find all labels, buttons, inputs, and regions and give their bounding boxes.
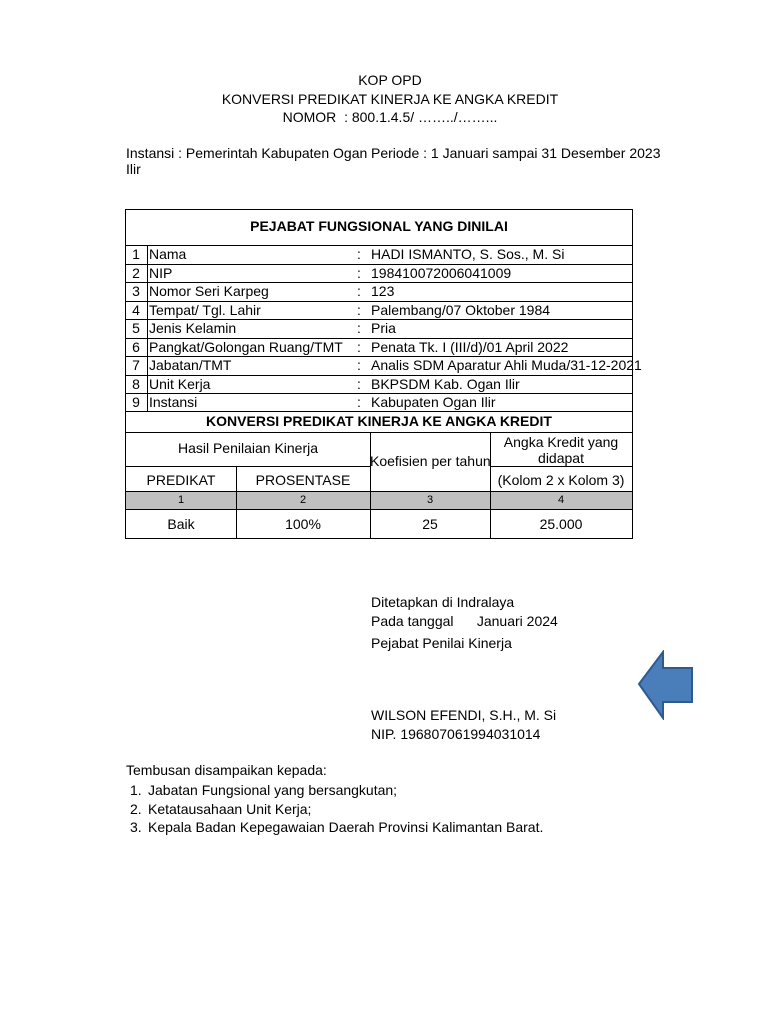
row-colon: : bbox=[357, 301, 361, 318]
row-colon: : bbox=[357, 320, 361, 336]
left-arrow-icon bbox=[637, 650, 695, 720]
row-number: 7 bbox=[132, 357, 140, 373]
ditetapkan-text: Ditetapkan di Indralaya bbox=[371, 594, 515, 610]
list-item: 3. Kepala Badan Kepegawaian Daerah Provinsi Kalimantan Barat. bbox=[130, 819, 544, 835]
row-colon: : bbox=[357, 357, 361, 373]
pejabat-table bbox=[125, 209, 642, 539]
pejabat-title: PEJABAT FUNGSIONAL YANG DINILAI bbox=[250, 218, 508, 234]
penilai-nip: NIP. 196807061994031014 bbox=[371, 726, 541, 742]
row-label: Pangkat/Golongan Ruang/TMT bbox=[149, 338, 343, 355]
col-number-1: 1 bbox=[177, 494, 185, 506]
kop-opd: KOP OPD bbox=[358, 72, 422, 88]
angka-kredit-header: Angka Kredit yang didapat bbox=[503, 434, 619, 466]
document-number: NOMOR : 800.1.4.5/ ……../……... bbox=[282, 109, 498, 125]
row-value: 198410072006041009 bbox=[371, 264, 512, 281]
row-label: Tempat/ Tgl. Lahir bbox=[149, 301, 261, 318]
row-colon: : bbox=[357, 283, 361, 299]
tanggal-text: Pada tanggal Januari 2024 bbox=[371, 613, 558, 629]
document-header bbox=[0, 71, 768, 127]
row-label: Unit Kerja bbox=[149, 375, 211, 392]
row-number: 2 bbox=[132, 264, 140, 281]
row-label: NIP bbox=[149, 264, 173, 281]
document-title: KONVERSI PREDIKAT KINERJA KE ANGKA KREDIT bbox=[221, 90, 559, 107]
konversi-title: KONVERSI PREDIKAT KINERJA KE ANGKA KREDIT bbox=[206, 413, 552, 429]
prosentase-header: PROSENTASE bbox=[255, 472, 351, 488]
hasil-penilaian-header: Hasil Penilaian Kinerja bbox=[177, 440, 319, 456]
tembusan-list bbox=[130, 781, 543, 837]
row-number: 6 bbox=[132, 338, 140, 355]
instansi-text: Instansi : Pemerintah Kabupaten Ogan Ilir bbox=[126, 145, 368, 177]
row-value: HADI ISMANTO, S. Sos., M. Si bbox=[371, 246, 565, 262]
value-koefisien: 25 bbox=[422, 516, 438, 532]
row-colon: : bbox=[357, 246, 361, 262]
row-label: Jenis Kelamin bbox=[149, 320, 237, 336]
periode-text: Periode : 1 Januari sampai 31 Desember 2023 bbox=[371, 145, 661, 161]
row-value: 123 bbox=[371, 283, 395, 299]
row-label: Instansi bbox=[149, 394, 198, 410]
list-item: 1. Jabatan Fungsional yang bersangkutan; bbox=[130, 782, 398, 798]
row-label: Nama bbox=[149, 246, 187, 262]
row-colon: : bbox=[357, 394, 361, 410]
value-angka-kredit: 25.000 bbox=[539, 516, 583, 532]
row-value: Pria bbox=[371, 320, 396, 336]
value-predikat: Baik bbox=[167, 516, 195, 532]
kolom-formula: (Kolom 2 x Kolom 3) bbox=[497, 472, 625, 488]
row-label: Jabatan/TMT bbox=[149, 357, 232, 373]
row-colon: : bbox=[357, 338, 361, 355]
row-label: Nomor Seri Karpeg bbox=[149, 283, 269, 299]
tembusan-title: Tembusan disampaikan kepada: bbox=[126, 762, 327, 778]
row-number: 8 bbox=[132, 375, 140, 392]
row-value: Analis SDM Aparatur Ahli Muda/31-12-2021 bbox=[371, 357, 642, 373]
col-number-3: 3 bbox=[426, 494, 434, 506]
col-number-2: 2 bbox=[299, 494, 307, 506]
row-value: BKPSDM Kab. Ogan Ilir bbox=[371, 375, 520, 392]
value-prosentase: 100% bbox=[285, 516, 321, 532]
row-number: 3 bbox=[132, 283, 140, 299]
row-colon: : bbox=[357, 264, 361, 281]
list-item: 2. Ketatausahaan Unit Kerja; bbox=[130, 800, 312, 817]
row-colon: : bbox=[357, 375, 361, 392]
jabatan-penilai: Pejabat Penilai Kinerja bbox=[371, 635, 512, 651]
predikat-header: PREDIKAT bbox=[146, 472, 216, 488]
penilai-name: WILSON EFENDI, S.H., M. Si bbox=[371, 707, 557, 723]
col-number-4: 4 bbox=[557, 494, 565, 506]
row-number: 5 bbox=[132, 320, 140, 336]
koefisien-header: Koefisien per tahun bbox=[370, 453, 491, 469]
row-number: 9 bbox=[132, 394, 140, 410]
row-value: Palembang/07 Oktober 1984 bbox=[371, 301, 551, 318]
row-number: 4 bbox=[132, 301, 140, 318]
row-number: 1 bbox=[132, 246, 140, 262]
row-value: Kabupaten Ogan Ilir bbox=[371, 394, 496, 410]
row-value: Penata Tk. I (III/d)/01 April 2022 bbox=[371, 338, 569, 355]
